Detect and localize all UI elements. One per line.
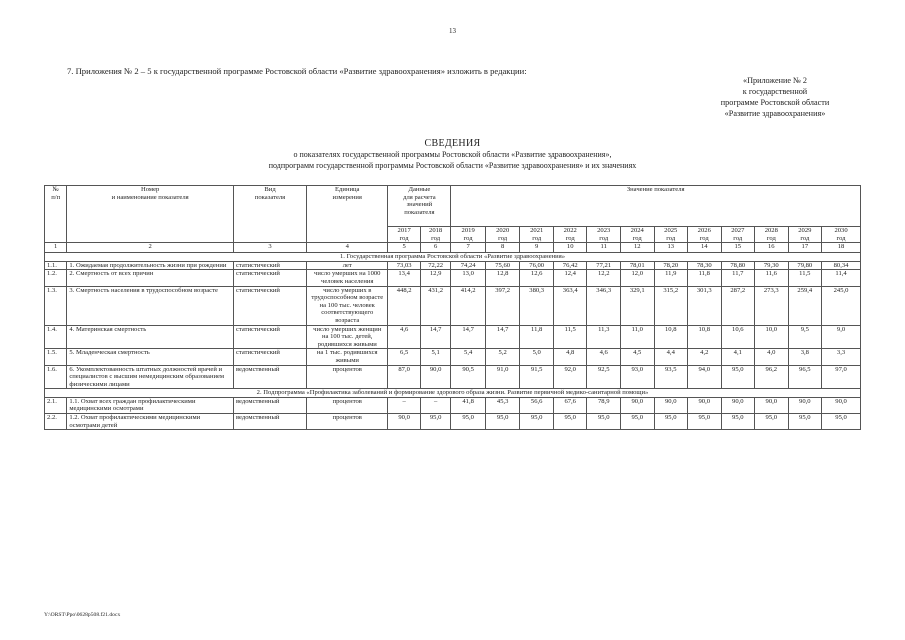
- table-row: [45, 414, 861, 430]
- indicator-value: 4,8: [553, 349, 587, 365]
- indicator-value: 90,0: [654, 397, 688, 413]
- indicator-value: 95,0: [721, 414, 755, 430]
- row-number: 1.5.: [45, 349, 67, 365]
- indicator-value: 11,5: [788, 270, 822, 286]
- indicator-value: 11,6: [755, 270, 789, 286]
- year-header: [654, 227, 688, 243]
- indicator-value: 259,4: [788, 286, 822, 325]
- indicator-value: 95,0: [654, 414, 688, 430]
- indicator-value: 91,5: [520, 365, 554, 389]
- indicator-value: 380,3: [520, 286, 554, 325]
- year-value: 2019: [461, 227, 475, 234]
- indicator-value: 78,20: [654, 261, 688, 270]
- year-unit: год: [632, 234, 642, 242]
- indicator-value: 10,8: [688, 325, 722, 349]
- indicator-type: статистический: [233, 349, 306, 365]
- column-number: 13: [654, 243, 688, 253]
- column-number: 11: [587, 243, 621, 253]
- table-row: [45, 325, 861, 349]
- annex-line: «Приложение № 2: [742, 76, 808, 85]
- indicator-value: 95,0: [520, 414, 554, 430]
- header-row: [45, 186, 861, 227]
- indicator-value: 79,30: [755, 261, 789, 270]
- indicator-value: 95,0: [788, 414, 822, 430]
- indicator-value: 95,0: [688, 414, 722, 430]
- indicator-value: 12,0: [620, 270, 654, 286]
- annex-line: к государственной: [742, 87, 808, 96]
- year-value: 2024: [630, 227, 644, 234]
- document-title: СВЕДЕНИЯ: [424, 138, 481, 149]
- indicator-value: 12,9: [420, 270, 450, 286]
- indicator-value: 10,0: [755, 325, 789, 349]
- indicator-value: 414,2: [451, 286, 486, 325]
- year-value: 2017: [397, 227, 411, 234]
- table-row: [45, 349, 861, 365]
- indicator-value: 41,8: [451, 397, 486, 413]
- indicator-value: 11,9: [654, 270, 688, 286]
- indicator-unit: процентов: [307, 365, 388, 389]
- indicator-value: 273,3: [755, 286, 789, 325]
- subtitle-line: о показателях государственной программы Ростовской области «Развитие здравоохранения»,: [293, 150, 612, 159]
- indicator-value: 93,5: [654, 365, 688, 389]
- indicator-value: 95,0: [553, 414, 587, 430]
- year-unit: год: [699, 234, 709, 242]
- year-unit: год: [463, 234, 473, 242]
- section-title: 1. Государственная программа Ростовской области «Развитие здравоохранения»: [45, 253, 861, 262]
- indicator-value: 95,0: [721, 365, 755, 389]
- column-number: 12: [620, 243, 654, 253]
- indicator-value: 5,2: [485, 349, 520, 365]
- indicator-value: 90,0: [688, 397, 722, 413]
- year-unit: год: [800, 234, 810, 242]
- year-value: 2030: [834, 227, 848, 234]
- indicator-value: 363,4: [553, 286, 587, 325]
- column-number: 3: [233, 243, 306, 253]
- indicator-value: 74,24: [451, 261, 486, 270]
- indicator-name: 1.2. Охват профилактическими медицинскими осмотрами детей: [67, 414, 234, 430]
- header-values: Значение показателя: [451, 186, 861, 227]
- year-value: 2018: [429, 227, 443, 234]
- indicator-value: 78,80: [721, 261, 755, 270]
- row-number: 1.6.: [45, 365, 67, 389]
- indicator-value: 96,2: [755, 365, 789, 389]
- indicator-value: 4,1: [721, 349, 755, 365]
- indicator-value: 3,3: [822, 349, 861, 365]
- year-value: 2026: [697, 227, 711, 234]
- year-header: [721, 227, 755, 243]
- indicator-value: 90,0: [721, 397, 755, 413]
- indicator-value: 90,0: [420, 365, 450, 389]
- table-row: [45, 397, 861, 413]
- column-number: 14: [688, 243, 722, 253]
- indicator-value: 76,00: [520, 261, 554, 270]
- row-number: 2.2.: [45, 414, 67, 430]
- indicator-value: 79,80: [788, 261, 822, 270]
- column-number: 8: [485, 243, 520, 253]
- year-header: [587, 227, 621, 243]
- intro-paragraph: 7. Приложения № 2 – 5 к государственной программе Ростовской области «Развитие здравоохранения» изложить в редакции:: [67, 66, 527, 76]
- indicator-value: 397,2: [485, 286, 520, 325]
- indicator-value: 11,8: [688, 270, 722, 286]
- indicator-value: 11,0: [620, 325, 654, 349]
- indicator-value: 95,0: [822, 414, 861, 430]
- section-title: 2. Подпрограмма «Профилактика заболеваний и формирование здорового образа жизни. Развитие первичной медико-санитарной помощи»: [45, 389, 861, 398]
- row-number: 2.1.: [45, 397, 67, 413]
- indicator-value: 92,0: [553, 365, 587, 389]
- indicator-value: 4,5: [620, 349, 654, 365]
- year-header: [485, 227, 520, 243]
- indicator-value: 67,6: [553, 397, 587, 413]
- column-number: 1: [45, 243, 67, 253]
- indicator-value: 5,0: [520, 349, 554, 365]
- year-value: 2023: [597, 227, 611, 234]
- indicator-name: 1.1. Охват всех граждан профилактическими медицинскими осмотрами: [67, 397, 234, 413]
- indicator-value: 95,0: [755, 414, 789, 430]
- indicator-value: 329,1: [620, 286, 654, 325]
- column-number: 10: [553, 243, 587, 253]
- indicator-value: 90,0: [620, 397, 654, 413]
- column-number: 9: [520, 243, 554, 253]
- indicator-name: 2. Смертность от всех причин: [67, 270, 234, 286]
- indicator-value: 13,4: [388, 270, 421, 286]
- indicator-value: 78,01: [620, 261, 654, 270]
- indicator-value: 346,3: [587, 286, 621, 325]
- annex-line: программе Ростовской области: [720, 98, 830, 107]
- year-unit: год: [431, 234, 441, 242]
- indicator-value: 5,4: [451, 349, 486, 365]
- table-row: [45, 270, 861, 286]
- year-header: [520, 227, 554, 243]
- year-header: [688, 227, 722, 243]
- indicator-unit: на 1 тыс. родившихся живыми: [307, 349, 388, 365]
- year-unit: год: [836, 234, 846, 242]
- indicator-value: 10,8: [654, 325, 688, 349]
- indicator-value: 13,0: [451, 270, 486, 286]
- indicator-value: 14,7: [420, 325, 450, 349]
- header-num: № п/п: [45, 186, 67, 243]
- year-unit: год: [498, 234, 508, 242]
- indicator-value: 95,0: [420, 414, 450, 430]
- year-header: [553, 227, 587, 243]
- section-row: [45, 253, 861, 262]
- year-value: 2020: [496, 227, 510, 234]
- indicator-value: 4,4: [654, 349, 688, 365]
- indicator-value: 12,4: [553, 270, 587, 286]
- column-number: 18: [822, 243, 861, 253]
- year-value: 2021: [530, 227, 544, 234]
- year-unit: год: [666, 234, 676, 242]
- indicator-name: 3. Смертность населения в трудоспособном возрасте: [67, 286, 234, 325]
- year-unit: год: [599, 234, 609, 242]
- indicator-unit: число умерших на 1000 человек населения: [307, 270, 388, 286]
- year-header: [420, 227, 450, 243]
- table-row: [45, 365, 861, 389]
- indicator-value: 6,5: [388, 349, 421, 365]
- column-number: 5: [388, 243, 421, 253]
- indicator-value: 90,0: [822, 397, 861, 413]
- table-row: [45, 286, 861, 325]
- indicator-value: 56,6: [520, 397, 554, 413]
- year-value: 2029: [798, 227, 812, 234]
- indicator-value: 14,7: [485, 325, 520, 349]
- year-header: [388, 227, 421, 243]
- indicator-value: 90,0: [755, 397, 789, 413]
- indicator-value: 72,22: [420, 261, 450, 270]
- annex-header: [690, 75, 860, 119]
- indicator-value: 92,5: [587, 365, 621, 389]
- indicator-value: 90,0: [788, 397, 822, 413]
- indicator-value: 301,3: [688, 286, 722, 325]
- indicator-value: 4,2: [688, 349, 722, 365]
- year-unit: год: [532, 234, 542, 242]
- indicator-unit: процентов: [307, 397, 388, 413]
- indicator-value: –: [388, 397, 421, 413]
- column-number: 6: [420, 243, 450, 253]
- year-unit: год: [766, 234, 776, 242]
- indicator-value: 4,6: [388, 325, 421, 349]
- table-row: [45, 261, 861, 270]
- year-header: [822, 227, 861, 243]
- indicator-name: 1. Ожидаемая продолжительность жизни при рождении: [67, 261, 234, 270]
- year-value: 2025: [664, 227, 678, 234]
- indicator-name: 6. Укомплектованность штатных должностей врачей и специалистов с высшим немедицинским образованием физическими лицами: [67, 365, 234, 389]
- row-number: 1.2.: [45, 270, 67, 286]
- indicator-value: 77,21: [587, 261, 621, 270]
- header-name: Номер и наименование показателя: [67, 186, 234, 243]
- indicator-value: 5,1: [420, 349, 450, 365]
- year-header: [451, 227, 486, 243]
- indicator-value: 10,6: [721, 325, 755, 349]
- row-number: 1.1.: [45, 261, 67, 270]
- indicator-value: 9,0: [822, 325, 861, 349]
- indicator-value: 12,6: [520, 270, 554, 286]
- indicator-type: ведомственный: [233, 397, 306, 413]
- year-header: [755, 227, 789, 243]
- indicator-name: 4. Материнская смертность: [67, 325, 234, 349]
- indicator-value: 245,0: [822, 286, 861, 325]
- column-number-row: [45, 243, 861, 253]
- indicator-value: 96,5: [788, 365, 822, 389]
- indicator-value: 4,6: [587, 349, 621, 365]
- indicator-value: 94,0: [688, 365, 722, 389]
- indicator-value: 431,2: [420, 286, 450, 325]
- year-unit: год: [399, 234, 409, 242]
- indicator-value: 80,34: [822, 261, 861, 270]
- indicator-value: 4,0: [755, 349, 789, 365]
- column-number: 2: [67, 243, 234, 253]
- year-unit: год: [565, 234, 575, 242]
- header-basis: Данные для расчета значений показателя: [388, 186, 451, 227]
- indicator-name: 5. Младенческая смертность: [67, 349, 234, 365]
- subtitle-line: подпрограмм государственной программы Ростовской области «Развитие здравоохранения» и их значениях: [268, 160, 637, 170]
- indicator-value: 78,30: [688, 261, 722, 270]
- indicator-value: 12,8: [485, 270, 520, 286]
- annex-line: «Развитие здравоохранения»: [724, 109, 826, 118]
- indicator-value: 95,0: [620, 414, 654, 430]
- indicator-value: 11,7: [721, 270, 755, 286]
- indicator-value: 11,3: [587, 325, 621, 349]
- indicator-value: 14,7: [451, 325, 486, 349]
- indicator-value: 87,0: [388, 365, 421, 389]
- header-type: Вид показателя: [233, 186, 306, 243]
- indicator-value: 90,5: [451, 365, 486, 389]
- indicator-unit: лет: [307, 261, 388, 270]
- indicators-table: [44, 185, 861, 430]
- year-value: 2022: [563, 227, 577, 234]
- row-number: 1.3.: [45, 286, 67, 325]
- indicator-value: 95,0: [587, 414, 621, 430]
- indicator-value: 287,2: [721, 286, 755, 325]
- indicator-value: 76,42: [553, 261, 587, 270]
- indicator-value: 95,0: [485, 414, 520, 430]
- indicator-type: ведомственный: [233, 365, 306, 389]
- indicator-unit: число умерших в трудоспособном возрасте на 100 тыс. человек соответствующего возраста: [307, 286, 388, 325]
- section-row: [45, 389, 861, 398]
- indicator-unit: число умерших женщин на 100 тыс. детей, родившихся живыми: [307, 325, 388, 349]
- page-number: 13: [449, 27, 456, 35]
- row-number: 1.4.: [45, 325, 67, 349]
- indicator-value: 93,0: [620, 365, 654, 389]
- indicator-value: 11,5: [553, 325, 587, 349]
- indicator-value: 315,2: [654, 286, 688, 325]
- column-number: 16: [755, 243, 789, 253]
- indicator-value: 12,2: [587, 270, 621, 286]
- indicator-value: 11,4: [822, 270, 861, 286]
- indicator-value: 45,3: [485, 397, 520, 413]
- year-header: [788, 227, 822, 243]
- indicator-value: 75,60: [485, 261, 520, 270]
- indicator-type: статистический: [233, 261, 306, 270]
- indicator-value: 95,0: [451, 414, 486, 430]
- indicator-type: статистический: [233, 325, 306, 349]
- indicator-value: 448,2: [388, 286, 421, 325]
- year-value: 2027: [731, 227, 745, 234]
- indicator-type: статистический: [233, 270, 306, 286]
- column-number: 17: [788, 243, 822, 253]
- indicator-value: 78,9: [587, 397, 621, 413]
- indicator-value: 90,0: [388, 414, 421, 430]
- indicator-value: 97,0: [822, 365, 861, 389]
- indicator-value: 3,8: [788, 349, 822, 365]
- indicator-unit: процентов: [307, 414, 388, 430]
- document-subtitle: [0, 150, 905, 171]
- indicator-value: –: [420, 397, 450, 413]
- year-header: [620, 227, 654, 243]
- year-unit: год: [733, 234, 743, 242]
- indicator-value: 91,0: [485, 365, 520, 389]
- indicator-value: 73,03: [388, 261, 421, 270]
- column-number: 4: [307, 243, 388, 253]
- year-value: 2028: [764, 227, 778, 234]
- indicator-type: ведомственный: [233, 414, 306, 430]
- column-number: 7: [451, 243, 486, 253]
- indicator-type: статистический: [233, 286, 306, 325]
- indicator-value: 11,8: [520, 325, 554, 349]
- indicator-value: 9,5: [788, 325, 822, 349]
- header-unit: Единица измерения: [307, 186, 388, 243]
- file-path-footer: Y:\ORST\Ppo\0628p508.f21.docx: [44, 612, 121, 618]
- column-number: 15: [721, 243, 755, 253]
